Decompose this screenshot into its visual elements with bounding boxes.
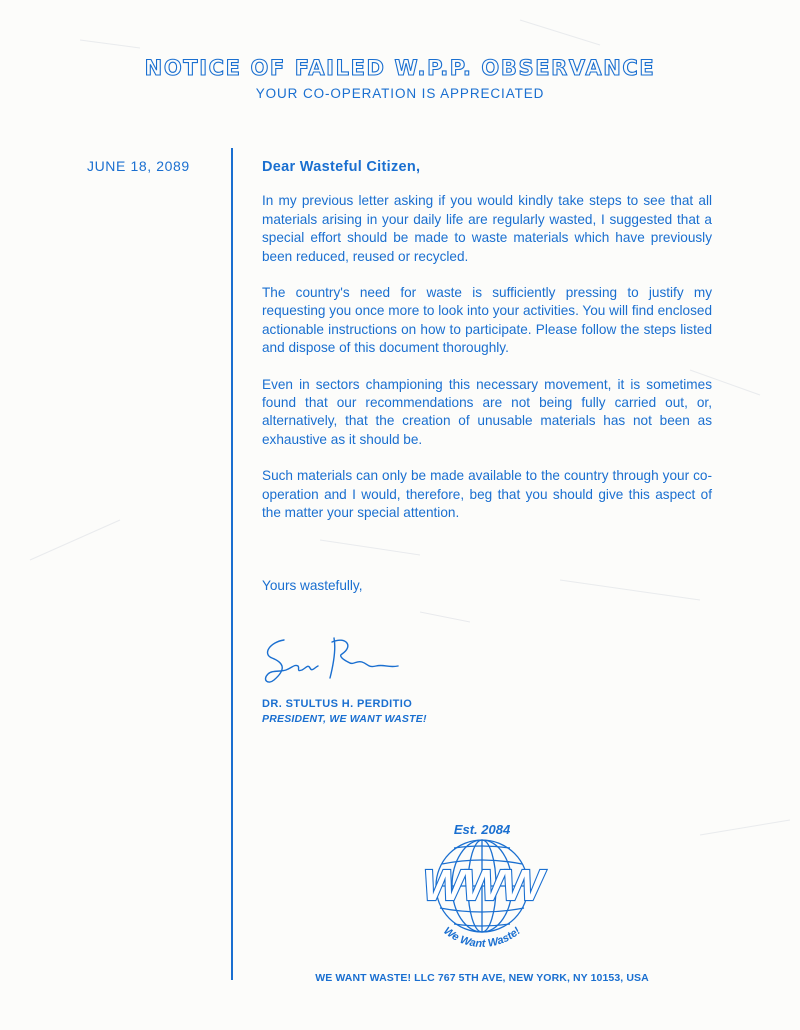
paragraph-1: In my previous letter asking if you would kindly take steps to see that all materials arising in your daily life are regularly wasted, I suggested that a special effort should be made to waste materials which have previously been reduced, reused or recycled.	[262, 193, 712, 264]
paragraph-2: The country's need for waste is sufficiently pressing to justify my requesting you once more to look into your activities. You will find enclosed actionable instructions on how to participate. Please follow the steps listed and dispose of this document thoroughly.	[262, 285, 712, 356]
closing: Yours wastefully,	[262, 578, 363, 593]
paragraph-4: Such materials can only be made available to the country through your co-operation and I would, therefore, beg that you should give this aspect of the matter your special attention.	[262, 468, 712, 521]
signer-name: DR. STULTUS H. PERDITIO	[262, 698, 413, 710]
letter-date: JUNE 18, 2089	[87, 158, 190, 174]
footer-address: WE WANT WASTE! LLC 767 5TH AVE, NEW YORK, NY 10153, USA	[315, 972, 649, 984]
logo-letters: WWW	[422, 861, 542, 910]
letter-body	[262, 158, 712, 541]
notice-subtitle: YOUR CO-OPERATION IS APPRECIATED	[255, 86, 545, 101]
signer-title: PRESIDENT, WE WANT WASTE!	[262, 713, 427, 725]
vertical-divider	[231, 148, 233, 980]
salutation: Dear Wasteful Citizen,	[262, 159, 421, 175]
paragraph-3: Even in sectors championing this necessary movement, it is sometimes found that our recommendations are not being fully carried out, or, alternatively, that the creation of unusable materials has not been as exhaustive as it should be.	[262, 376, 712, 447]
notice-title: NOTICE OF FAILED W.P.P. OBSERVANCE	[144, 56, 656, 80]
logo-est: Est. 2084	[453, 822, 511, 837]
signature-icon	[258, 628, 418, 688]
logo-tagline: We Want Waste!	[441, 924, 523, 950]
www-logo	[402, 808, 562, 958]
